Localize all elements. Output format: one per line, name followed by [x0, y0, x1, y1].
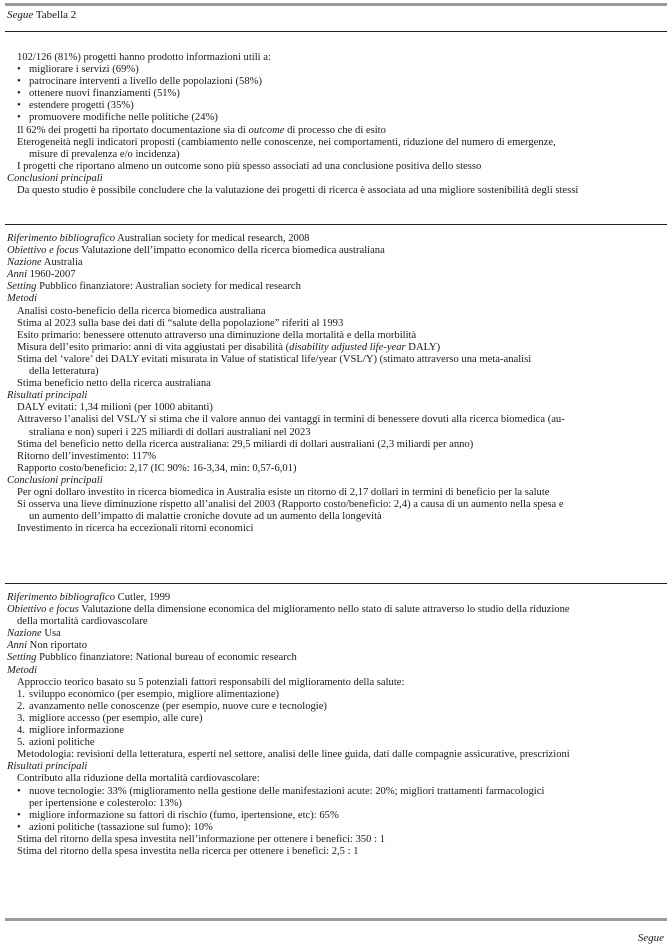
line-text: Stima del ritorno della spesa investita nell’informazione per ottenere i benefici: 350 : 1 — [17, 833, 386, 845]
header-title: Tabella 2 — [35, 9, 77, 21]
text-line — [7, 52, 666, 64]
field-row — [7, 257, 666, 269]
bullet-marker: • — [17, 88, 21, 100]
text-line — [7, 834, 666, 846]
field-row — [7, 173, 666, 185]
text-line — [7, 354, 666, 366]
text-line — [7, 149, 666, 161]
line-text: Pubblico finanziatore: National bureau of economic research — [36, 652, 297, 664]
text-line — [7, 487, 666, 499]
field-label: Anni — [7, 640, 28, 652]
text-line — [7, 125, 666, 137]
line-text: DALY evitati: 1,34 milioni (per 1000 abitanti) — [17, 402, 213, 414]
line-text: Metodologia: revisioni della letteratura, esperti nel settore, analisi delle linee guida, dati dalle compagnie assicurative, prescrizioni — [17, 749, 570, 761]
list-number: 3. — [17, 712, 25, 724]
line-text: Stima del beneficio netto della ricerca australiana: 29,5 miliardi di dollari australiani (2,3 miliardi per anno) — [17, 438, 474, 450]
line-text: Misura dell’esito primario: anni di vita aggiustati per disabilità ( — [17, 341, 290, 353]
bullet-marker: • — [17, 785, 21, 797]
field-label: Risultati principali — [7, 390, 88, 402]
bullet-item — [7, 112, 666, 124]
line-text: Contributo alla riduzione della mortalità cardiovascolare: — [17, 773, 260, 785]
line-text: Approccio teorico basato su 5 potenziali fattori responsabili del miglioramento della salute: — [17, 676, 405, 688]
text-line — [7, 616, 666, 628]
text-line — [7, 499, 666, 511]
line-text: Usa — [41, 628, 61, 640]
text-line — [7, 318, 666, 330]
line-text: migliore informazione su fattori di rischio (fumo, ipertensione, etc): 65% — [29, 809, 339, 821]
bullet-item — [7, 786, 666, 798]
text-line — [7, 773, 666, 785]
line-text: un aumento dell’impatto di malattie croniche dovute ad un aumento della longevità — [29, 511, 382, 523]
bullet-item — [7, 810, 666, 822]
text-line — [7, 439, 666, 451]
line-text: Stima del ‘valore’ dei DALY evitati misurata in Value of statistical life/year (VSL/Y) (stimato attraverso una meta-analisi — [17, 353, 532, 365]
line-text: estendere progetti (35%) — [29, 100, 134, 112]
field-label: Obiettivo e focus — [7, 245, 79, 257]
line-text: Investimento in ricerca ha eccezionali ritorni economici — [17, 523, 254, 535]
field-row — [7, 390, 666, 402]
field-label: Metodi — [7, 293, 38, 305]
text-line — [7, 451, 666, 463]
field-label: Riferimento bibliografico — [7, 592, 115, 603]
text-line — [7, 342, 666, 354]
bullet-marker: • — [17, 76, 21, 88]
section-2 — [7, 233, 666, 535]
footer-continued: Segue — [637, 932, 664, 944]
bullet-marker: • — [17, 64, 21, 76]
line-text: azioni politiche — [29, 737, 95, 749]
line-text: patrocinare interventi a livello delle popolazioni (58%) — [29, 76, 262, 88]
line-text: 102/126 (81%) progetti hanno prodotto informazioni utili a: — [17, 52, 271, 63]
bullet-marker: • — [17, 809, 21, 821]
field-label: Setting — [7, 281, 37, 293]
text-line — [7, 846, 666, 858]
bottom-rule — [5, 918, 667, 921]
header-rule — [5, 31, 667, 32]
numbered-item — [7, 737, 666, 749]
bullet-item — [7, 88, 666, 100]
numbered-item — [7, 701, 666, 713]
line-text: Non riportato — [27, 640, 88, 652]
list-number: 5. — [17, 737, 25, 749]
text-line — [7, 511, 666, 523]
text-line — [7, 798, 666, 810]
text-line — [7, 427, 666, 439]
line-text: misure di prevalenza e/o incidenza) — [29, 148, 180, 160]
line-text: Australia — [41, 257, 83, 269]
bullet-item — [7, 822, 666, 834]
line-text: Esito primario: benessere ottenuto attraverso una diminuzione della mortalità e della morbilità — [17, 329, 417, 341]
list-number: 4. — [17, 725, 25, 737]
bullet-item — [7, 100, 666, 112]
list-number: 2. — [17, 700, 25, 712]
line-text: Eterogeneità negli indicatori proposti (cambiamento nelle conoscenze, nei comportamenti, riduzione del numero di emergenze, — [17, 136, 556, 148]
line-text: Stima beneficio netto della ricerca australiana — [17, 378, 211, 390]
field-label: Obiettivo e focus — [7, 604, 79, 616]
field-row — [7, 665, 666, 677]
line-text: della letteratura) — [29, 366, 99, 378]
field-label: Conclusioni principali — [7, 474, 103, 486]
line-text: straliana e non) superi i 225 miliardi di dollari australiani nel 2023 — [29, 426, 311, 438]
line-text: Valutazione della dimensione economica del miglioramento nello stato di salute attraverso lo studio della riduzione — [78, 604, 570, 616]
text-line — [7, 137, 666, 149]
line-text: migliore informazione — [29, 725, 125, 737]
line-text: ottenere nuovi finanziamenti (51%) — [29, 88, 180, 100]
line-text: Stima al 2023 sulla base dei dati di “salute della popolazione” riferiti al 1993 — [17, 317, 344, 329]
line-text: migliorare i servizi (69%) — [29, 64, 139, 76]
field-row — [7, 761, 666, 773]
line-text: I progetti che riportano almeno un outcome sono più spesso associati ad una conclusione positiva dello stesso — [17, 160, 482, 172]
section-1 — [7, 52, 666, 197]
text-line — [7, 378, 666, 390]
text-line — [7, 402, 666, 414]
field-row — [7, 233, 666, 245]
section-divider-2 — [5, 583, 667, 584]
field-label: Nazione — [7, 257, 42, 269]
field-label: Metodi — [7, 664, 38, 676]
line-text: per ipertensione e colesterolo: 13%) — [29, 797, 182, 809]
text-line — [7, 161, 666, 173]
line-text: Stima del ritorno della spesa investita nella ricerca per ottenere i benefici: 2,5 : 1 — [17, 845, 359, 857]
bullet-item — [7, 64, 666, 76]
bullet-marker: • — [17, 100, 21, 112]
line-text: Rapporto costo/beneficio: 2,17 (IC 90%: 16-3,34, min: 0,57-6,01) — [17, 462, 297, 474]
field-label: Nazione — [7, 628, 42, 640]
emphasis-text: outcome — [248, 124, 285, 136]
top-rule — [5, 3, 667, 6]
table-header — [7, 8, 76, 22]
bullet-item — [7, 76, 666, 88]
bullet-marker: • — [17, 821, 21, 833]
line-text: azioni politiche (tassazione sul fumo): 10% — [29, 821, 213, 833]
text-line — [7, 677, 666, 689]
section-divider-1 — [5, 224, 667, 225]
line-text: avanzamento nelle conoscenze (per esempio, nuove cure e tecnologie) — [29, 700, 327, 712]
line-text: Australian society for medical research, 2008 — [115, 233, 310, 244]
numbered-item — [7, 725, 666, 737]
line-text-after: di processo che di esito — [284, 124, 386, 136]
field-label: Conclusioni principali — [7, 172, 103, 184]
section-3 — [7, 592, 666, 858]
line-text: sviluppo economico (per esempio, migliore alimentazione) — [29, 688, 280, 700]
field-row — [7, 269, 666, 281]
line-text: Cutler, 1999 — [115, 592, 171, 603]
field-label: Riferimento bibliografico — [7, 233, 115, 244]
line-text: nuove tecnologie: 33% (miglioramento nella gestione delle manifestazioni acute: 20%; migliori trattamenti farmacologici — [29, 785, 545, 797]
emphasis-text: disability adjusted life-year — [289, 341, 406, 353]
field-row — [7, 640, 666, 652]
field-row — [7, 475, 666, 487]
line-text: Valutazione dell’impatto economico della ricerca biomedica australiana — [78, 245, 385, 257]
text-line — [7, 523, 666, 535]
text-line — [7, 306, 666, 318]
line-text: Attraverso l’analisi del VSL/Y si stima che il valore annuo dei vantaggi in termini di benessere dovuti alla ricerca biomedica (au- — [17, 414, 565, 426]
text-line — [7, 463, 666, 475]
field-label: Risultati principali — [7, 761, 88, 773]
field-label: Setting — [7, 652, 37, 664]
text-line — [7, 330, 666, 342]
field-row — [7, 281, 666, 293]
line-text: Analisi costo-beneficio della ricerca biomedica australiana — [17, 305, 266, 317]
text-line — [7, 414, 666, 426]
line-text: Da questo studio è possibile concludere che la valutazione dei progetti di ricerca è associata ad una migliore sostenibilità degli stessi — [17, 185, 579, 197]
line-text: Per ogni dollaro investito in ricerca biomedica in Australia esiste un ritorno di 2,17 dollari in termini di beneficio per la salute — [17, 486, 550, 498]
text-line — [7, 749, 666, 761]
header-prefix: Segue — [7, 9, 34, 21]
numbered-item — [7, 689, 666, 701]
line-text: della mortalità cardiovascolare — [17, 616, 148, 628]
line-text: Ritorno dell’investimento: 117% — [17, 450, 157, 462]
line-text-after: DALY) — [405, 341, 441, 353]
field-label: Anni — [7, 269, 28, 281]
line-text: 1960-2007 — [27, 269, 76, 281]
line-text: Si osserva una lieve diminuzione rispetto all’analisi del 2003 (Rapporto costo/beneficio: 2,4) a causa di un aumento nella spesa e — [17, 499, 564, 511]
field-row — [7, 652, 666, 664]
field-row — [7, 245, 666, 257]
field-row — [7, 592, 666, 604]
line-text: promuovere modifiche nelle politiche (24%) — [29, 112, 218, 124]
line-text: Il 62% dei progetti ha riportato documentazione sia di — [17, 124, 249, 136]
text-line — [7, 366, 666, 378]
line-text: migliore accesso (per esempio, alle cure) — [29, 712, 203, 724]
line-text: Pubblico finanziatore: Australian society for medical research — [36, 281, 301, 293]
numbered-item — [7, 713, 666, 725]
field-row — [7, 604, 666, 616]
field-row — [7, 628, 666, 640]
bullet-marker: • — [17, 112, 21, 124]
field-row — [7, 293, 666, 305]
text-line — [7, 185, 666, 197]
list-number: 1. — [17, 688, 25, 700]
